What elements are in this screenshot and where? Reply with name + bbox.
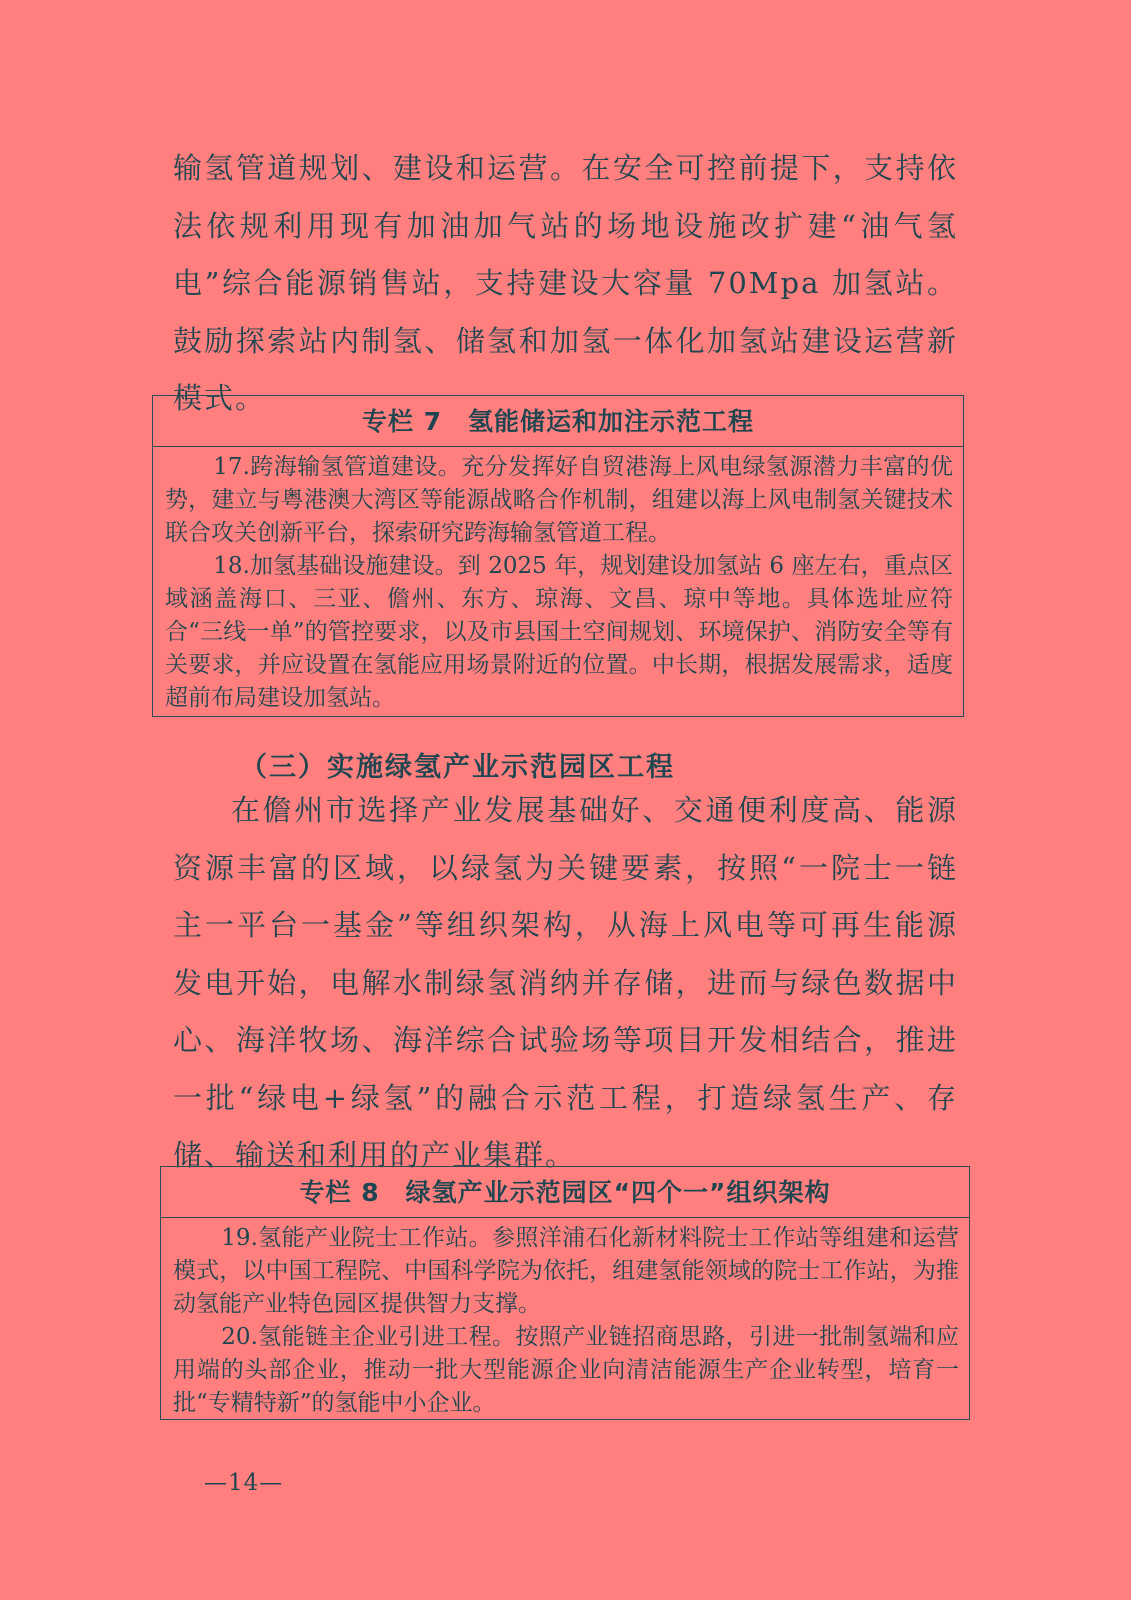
feature-box-8-item: 20.氢能链主企业引进工程。按照产业链招商思路，引进一批制氢端和应用端的头部企业，推动一批大型能源企业向清洁能源生产企业转型，培育一批“专精特新”的氢能中小企业。	[173, 1324, 959, 1416]
feature-box-7-item: 17.跨海输氢管道建设。充分发挥好自贸港海上风电绿氢源潜力丰富的优势，建立与粤港澳大湾区等能源战略合作机制，组建以海上风电制氢关键技术联合攻关创新平台，探索研究跨海输氢管道工程。	[165, 454, 953, 546]
feature-box-8	[160, 1166, 970, 1420]
feature-box-8-title: 专栏 8 绿氢产业示范园区“四个一”组织架构	[161, 1167, 969, 1218]
section-paragraph: 在儋州市选择产业发展基础好、交通便利度高、能源资源丰富的区域，以绿氢为关键要素，按照“一院士一链主一平台一基金”等组织架构，从海上风电等可再生能源发电开始，电解水制绿氢消纳并存储，进而与绿色数据中心、海洋牧场、海洋综合试验场等项目开发相结合，推进一批“绿电+绿氢”的融合示范工程，打造绿氢生产、存储、输送和利用的产业集群。	[173, 793, 958, 1172]
section-heading: （三）实施绿氢产业示范园区工程	[240, 752, 675, 783]
feature-box-7-item: 18.加氢基础设施建设。到 2025 年，规划建设加氢站 6 座左右，重点区域涵盖海口、三亚、儋州、东方、琼海、文昌、琼中等地。具体选址应符合“三线一单”的管控要求，以及市县国土空间规划、环境保护、消防安全等有关要求，并应设置在氢能应用场景附近的位置。中长期，根据发展需求，适度超前布局建设加氢站。	[165, 553, 953, 711]
feature-box-7-body	[153, 447, 963, 715]
intro-paragraph: 输氢管道规划、建设和运营。在安全可控前提下，支持依法依规利用现有加油加气站的场地设施改扩建“油气氢电”综合能源销售站，支持建设大容量 70Mpa 加氢站。鼓励探索站内制氢、储氢和加氢一体化加氢站建设运营新模式。	[173, 151, 958, 415]
feature-box-7	[152, 395, 964, 717]
feature-box-8-body	[161, 1218, 969, 1420]
feature-box-7-title: 专栏 7 氢能储运和加注示范工程	[153, 396, 963, 447]
feature-box-8-item: 19.氢能产业院士工作站。参照洋浦石化新材料院士工作站等组建和运营模式，以中国工程院、中国科学院为依托，组建氢能领域的院士工作站，为推动氢能产业特色园区提供智力支撑。	[173, 1225, 959, 1317]
page-number: —14—	[204, 1470, 284, 1496]
